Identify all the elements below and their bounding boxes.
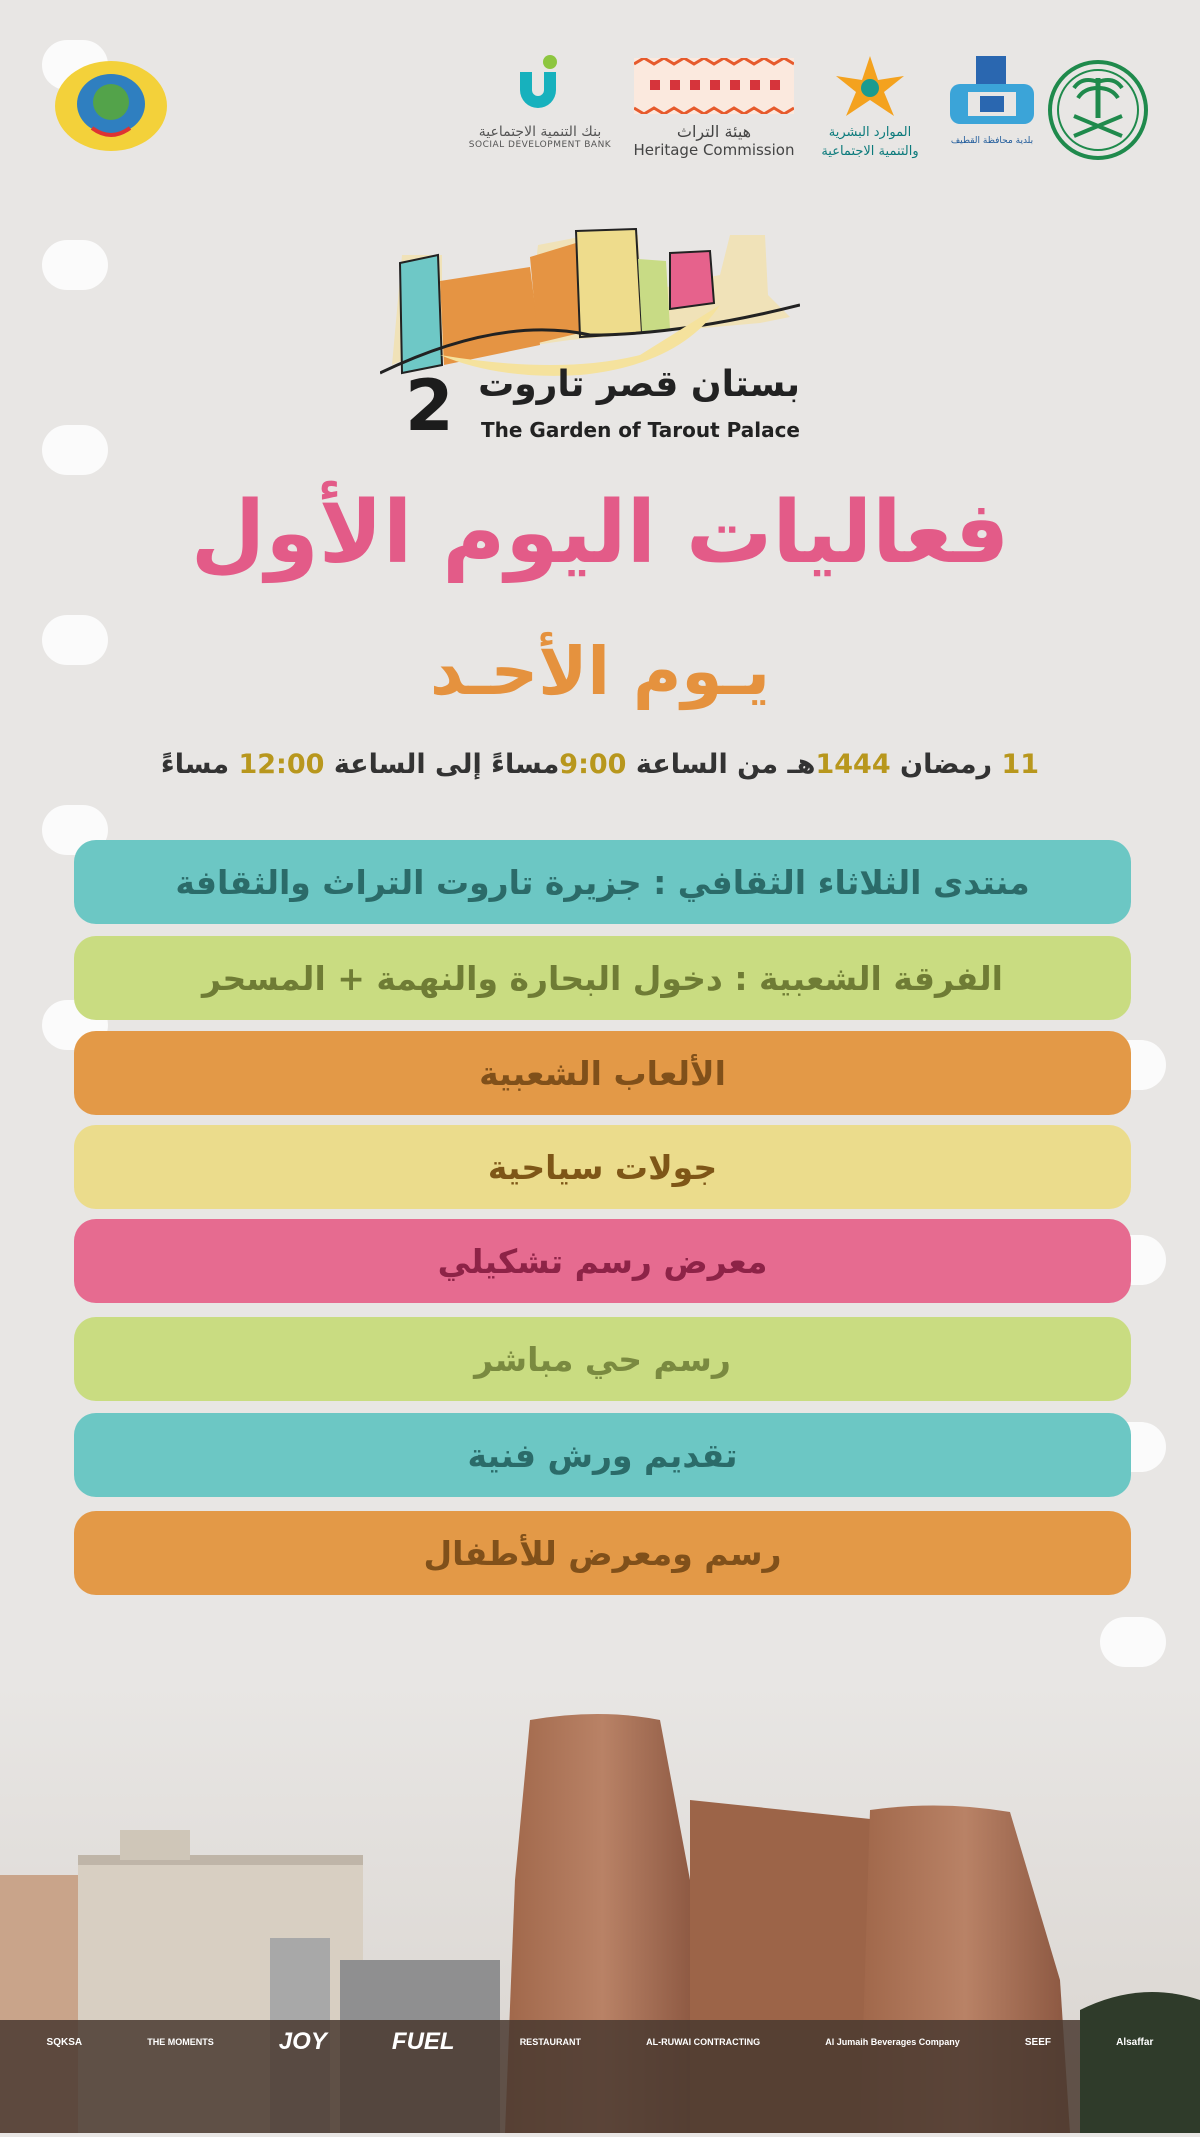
activity-art-workshops: تقديم ورش فنية bbox=[74, 1413, 1131, 1497]
sponsor-logo: THE MOMENTS bbox=[147, 2037, 214, 2047]
to-label: إلى الساعة bbox=[333, 749, 482, 780]
municipality-emblem-icon bbox=[946, 54, 1038, 130]
activity-tourist-tours: جولات سياحية bbox=[74, 1125, 1131, 1209]
from-label: من الساعة bbox=[635, 749, 779, 780]
activity-folk-band: الفرقة الشعبية : دخول البحارة والنهمة + المسحر bbox=[74, 936, 1131, 1020]
sponsor-logo: FUEL bbox=[391, 2028, 455, 2055]
binder-hole bbox=[42, 240, 108, 290]
activity-art-exhibition: معرض رسم تشكيلي bbox=[74, 1219, 1131, 1303]
event-name-arabic: بستان قصر تاروت bbox=[478, 364, 800, 405]
activity-folk-games: الألعاب الشعبية bbox=[74, 1031, 1131, 1115]
end-suffix: مساءً bbox=[160, 749, 230, 780]
end-time: 12:00 bbox=[238, 749, 325, 780]
activity-live-painting: رسم حي مباشر bbox=[74, 1317, 1131, 1401]
sponsor-logo: JOY bbox=[278, 2028, 327, 2055]
sdb-name-en: SOCIAL DEVELOPMENT BANK bbox=[468, 140, 612, 150]
event-name-english: The Garden of Tarout Palace bbox=[481, 418, 800, 442]
sponsors-strip bbox=[0, 2002, 1200, 2082]
edition-number: 2 bbox=[405, 365, 454, 447]
page-title: فعاليات اليوم الأول bbox=[190, 483, 1010, 583]
date-time-line bbox=[100, 745, 1100, 785]
activity-kids-drawing: رسم ومعرض للأطفال bbox=[74, 1511, 1131, 1595]
sponsor-logo: SEEF bbox=[1024, 2036, 1051, 2048]
heritage-pattern-icon bbox=[634, 58, 794, 114]
municipality-name: بلدية محافظة القطيف bbox=[950, 136, 1034, 146]
charity-organization-logo bbox=[52, 58, 170, 154]
hr-name-line2: والتنمية الاجتماعية bbox=[821, 144, 919, 159]
sdb-icon bbox=[510, 54, 570, 116]
star-icon bbox=[830, 54, 910, 118]
binder-hole bbox=[42, 615, 108, 665]
hr-name-line1: الموارد البشرية bbox=[828, 125, 912, 140]
sponsor-logo: RESTAURANT bbox=[519, 2037, 582, 2047]
sponsor-logo: AL-RUWAI CONTRACTING bbox=[646, 2037, 761, 2047]
saudi-emblem-logo bbox=[1046, 58, 1150, 162]
date-month: رمضان bbox=[900, 749, 993, 780]
date-year: 1444 bbox=[815, 749, 891, 780]
palm-swords-icon bbox=[1046, 58, 1150, 162]
sponsor-logo: SQKSA bbox=[46, 2036, 83, 2048]
municipality-logo bbox=[944, 54, 1040, 164]
day-subtitle: يـوم الأحـد bbox=[429, 633, 771, 710]
heritage-commission-logo bbox=[630, 58, 798, 168]
date-era: هـ bbox=[787, 749, 816, 780]
binder-hole bbox=[1100, 1617, 1166, 1667]
binder-hole bbox=[42, 425, 108, 475]
activity-cultural-forum: منتدى الثلاثاء الثقافي : جزيرة تاروت التراث والثقافة bbox=[74, 840, 1131, 924]
sponsor-logo: Al Jumaih Beverages Company bbox=[825, 2037, 960, 2047]
sponsor-logo: Alsaffar bbox=[1116, 2036, 1154, 2048]
sdb-name-ar: بنك التنمية الاجتماعية bbox=[478, 124, 602, 140]
heritage-name-ar: هيئة التراث bbox=[676, 122, 752, 141]
start-suffix: مساءً bbox=[491, 749, 560, 780]
heritage-name-en: Heritage Commission bbox=[633, 141, 795, 159]
start-time: 9:00 bbox=[559, 749, 627, 780]
hr-ministry-logo bbox=[810, 54, 930, 164]
date-day: 11 bbox=[1001, 749, 1040, 780]
social-development-bank-logo bbox=[440, 54, 640, 164]
